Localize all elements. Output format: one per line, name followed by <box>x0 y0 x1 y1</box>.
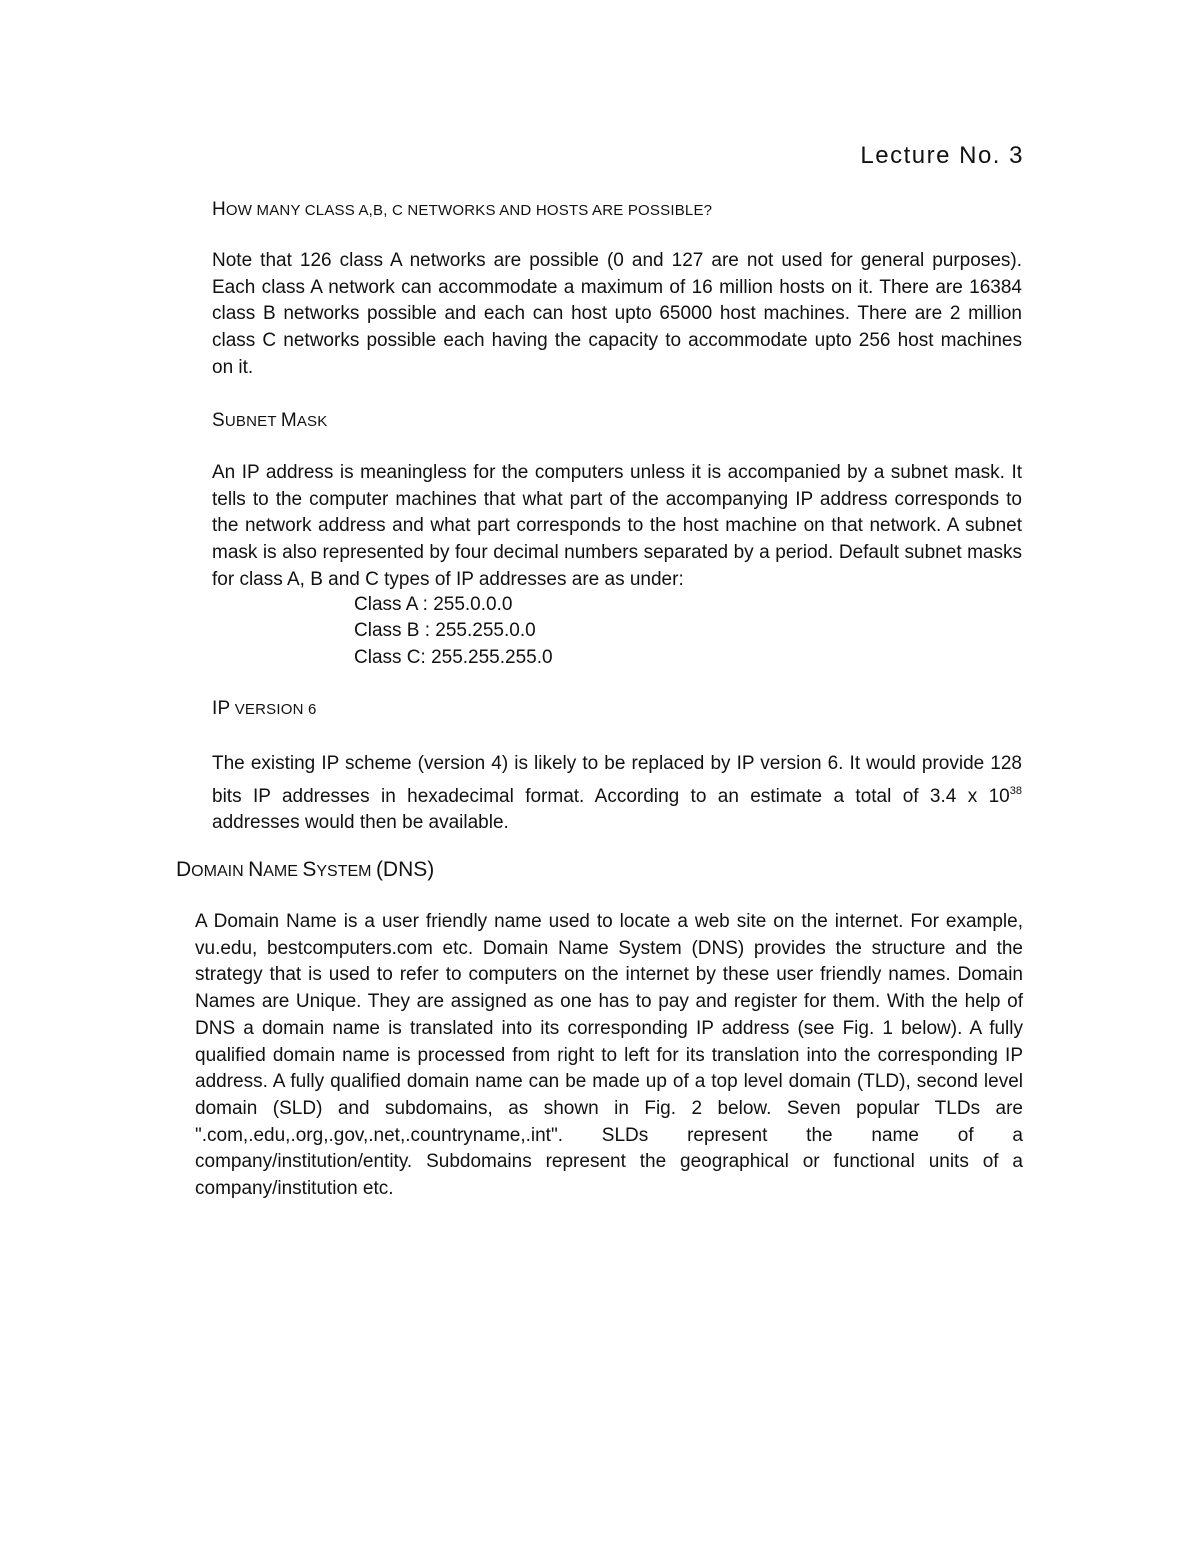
heading-dns-acronym: (DNS) <box>375 858 435 881</box>
paragraph-subnet-mask-text: An IP address is meaningless for the computers unless it is accompanied by a subnet mask. It tells to the computer machines that what part of the accompanying IP address corresponds to the network address and what part corresponds to the host machine on that network. A subnet mask is also represented by four decimal numbers separated by a period. Default subnet masks for class A, B and C types of IP addresses are as under: <box>212 462 1022 590</box>
heading-subnet-initial-s: S <box>212 410 225 431</box>
heading-dns-ystem: YSTEM <box>316 863 376 880</box>
heading-dns-d: D <box>176 858 192 881</box>
paragraph-class-networks <box>212 248 1022 382</box>
lecture-number: Lecture No. 3 <box>860 142 1024 169</box>
heading-ipv6-ip: IP <box>212 698 231 719</box>
paragraph-ipv6-text: The existing IP scheme (version 4) is likely to be replaced by IP version 6. It would provide 128 bits IP addresses in hexadecimal format. According to an estimate a total of 3.4 x 10 <box>212 753 1022 807</box>
heading-ip-version-6 <box>212 698 317 720</box>
heading-subnet-word: UBNET <box>224 413 281 430</box>
heading-class-networks-initial: H <box>212 199 226 220</box>
exponent-38: 38 <box>1009 784 1022 797</box>
paragraph-subnet-mask <box>212 460 1022 594</box>
heading-mask-initial-m: M <box>280 410 297 431</box>
heading-dns-omain: OMAIN <box>191 863 249 880</box>
heading-domain-name-system <box>176 858 434 882</box>
paragraph-ipv6-text-end: addresses would then be available. <box>212 812 509 834</box>
paragraph-ip-version-6 <box>212 751 1022 837</box>
paragraph-domain-name-system <box>195 909 1023 1203</box>
subnet-mask-class-b: Class B : 255.255.0.0 <box>354 620 536 641</box>
paragraph-class-networks-text: Note that 126 class A networks are possible (0 and 127 are not used for general purposes). Each class A network can accommodate a maximum of 16 million hosts on it. There are 16384 class B networks possible and each can host upto 65000 host machines. There are 2 million class C networks possible each having the capacity to accommodate upto 256 host machines on it. <box>212 250 1022 378</box>
heading-dns-ame: AME <box>263 863 303 880</box>
heading-class-networks-text: OW MANY CLASS A,B, C NETWORKS AND HOSTS ARE POSSIBLE? <box>225 202 713 219</box>
paragraph-dns-text: A Domain Name is a user friendly name used to locate a web site on the internet. For example, vu.edu, bestcomputers.com etc. Domain Name System (DNS) provides the structure and the strategy that is used to refer to computers on the internet by these user friendly names. Domain Names are Unique. They are assigned as one has to pay and register for them. With the help of DNS a domain name is translated into its corresponding IP address (see Fig. 1 below). A fully qualified domain name is processed from right to left for its translation into the corresponding IP address. A fully qualified domain name can be made up of a top level domain (TLD), second level domain (SLD) and subdomains, as shown in Fig. 2 below. Seven popular TLDs are ".com,.edu,.org,.gov,.net,.countryname,.int". SLDs represent the name of a company/institution/entity. Subdomains represent the geographical or functional units of a company/institution etc. <box>195 911 1023 1200</box>
heading-dns-s: S <box>302 858 317 881</box>
subnet-mask-class-c: Class C: 255.255.255.0 <box>354 647 553 668</box>
subnet-mask-class-a: Class A : 255.0.0.0 <box>354 594 513 615</box>
heading-ipv6-rest: VERSION 6 <box>230 701 317 718</box>
heading-class-networks <box>212 199 712 221</box>
heading-dns-n: N <box>248 858 264 881</box>
heading-mask-word: ASK <box>296 413 328 430</box>
heading-subnet-mask <box>212 410 327 432</box>
